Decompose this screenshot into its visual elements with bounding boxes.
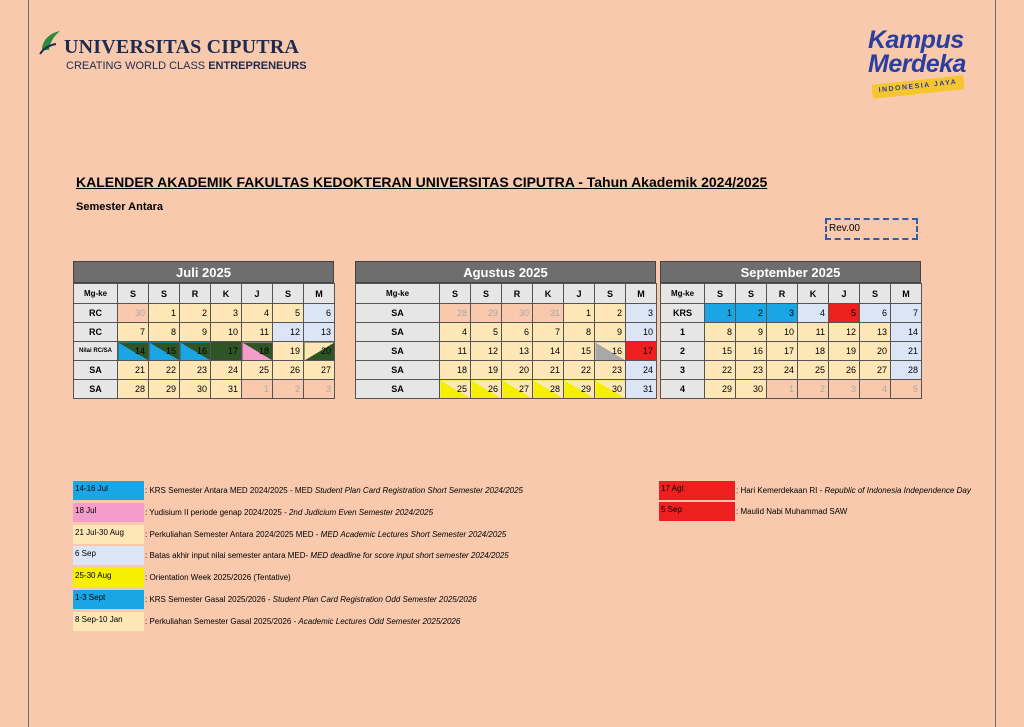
day-cell: 19 — [471, 361, 502, 380]
weekday-header: M — [626, 284, 657, 304]
calendar-week-row — [356, 342, 657, 361]
week-label: SA — [356, 361, 440, 380]
weekday-header: S — [471, 284, 502, 304]
day-cell: 18 — [242, 342, 273, 361]
day-cell: 14 — [533, 342, 564, 361]
legend-item — [73, 568, 553, 587]
day-cell: 21 — [891, 342, 922, 361]
day-cell: 29 — [564, 380, 595, 399]
day-cell: 9 — [180, 323, 211, 342]
day-cell: 5 — [829, 304, 860, 323]
day-cell: 26 — [471, 380, 502, 399]
day-cell: 3 — [304, 380, 335, 399]
legend-text: : Hari Kemerdekaan RI - Republic of Indonesia Independence Day — [736, 486, 971, 495]
day-cell: 2 — [273, 380, 304, 399]
legend-swatch: 17 Agt — [659, 481, 735, 500]
day-cell: 20 — [304, 342, 335, 361]
ciputra-leaf-icon — [38, 28, 62, 58]
calendar-week-row — [74, 304, 335, 323]
day-cell: 18 — [440, 361, 471, 380]
day-cell: 8 — [564, 323, 595, 342]
day-cell: 24 — [626, 361, 657, 380]
day-cell: 15 — [149, 342, 180, 361]
day-cell: 25 — [242, 361, 273, 380]
km-line2: Merdeka — [868, 50, 966, 78]
legend-item — [73, 503, 553, 522]
weekday-header: S — [595, 284, 626, 304]
legend-item — [73, 590, 553, 609]
day-cell: 29 — [471, 304, 502, 323]
day-cell: 13 — [502, 342, 533, 361]
week-label: RC — [74, 304, 118, 323]
day-cell: 5 — [471, 323, 502, 342]
day-cell: 5 — [891, 380, 922, 399]
km-band: INDONESIA JAYA — [872, 75, 965, 99]
legend-text: : KRS Semester Gasal 2025/2026 - Student Plan Card Registration Odd Semester 2025/2026 — [145, 595, 477, 604]
day-cell: 7 — [118, 323, 149, 342]
weekday-header: Mg-ke — [74, 284, 118, 304]
km-line1: Kampus — [868, 26, 964, 54]
day-cell: 27 — [304, 361, 335, 380]
legend-item — [73, 525, 553, 544]
day-cell: 10 — [767, 323, 798, 342]
revision-box: Rev.00 — [825, 218, 918, 240]
calendar-week-row — [661, 380, 922, 399]
day-cell: 28 — [891, 361, 922, 380]
day-cell: 2 — [736, 304, 767, 323]
day-cell: 4 — [440, 323, 471, 342]
day-cell: 1 — [767, 380, 798, 399]
weekday-header: S — [440, 284, 471, 304]
day-cell: 30 — [180, 380, 211, 399]
calendar-week-row — [74, 342, 335, 361]
day-cell: 28 — [118, 380, 149, 399]
weekday-header: J — [829, 284, 860, 304]
week-label: SA — [356, 323, 440, 342]
day-cell: 28 — [440, 304, 471, 323]
day-cell: 31 — [211, 380, 242, 399]
day-cell: 10 — [626, 323, 657, 342]
day-cell: 29 — [149, 380, 180, 399]
weekday-header: S — [736, 284, 767, 304]
weekday-header: J — [242, 284, 273, 304]
legend-swatch: 18 Jul — [73, 503, 144, 522]
legend-text: : Perkuliahan Semester Gasal 2025/2026 - Academic Lectures Odd Semester 2025/2026 — [145, 616, 461, 626]
day-cell: 11 — [798, 323, 829, 342]
weekday-header: R — [502, 284, 533, 304]
weekday-header: M — [891, 284, 922, 304]
legend-item — [659, 481, 1024, 500]
day-cell: 9 — [736, 323, 767, 342]
page-title: KALENDER AKADEMIK FAKULTAS KEDOKTERAN UNIVERSITAS CIPUTRA - Tahun Akademik 2024/2025 — [76, 174, 768, 190]
day-cell: 15 — [705, 342, 736, 361]
day-cell: 4 — [242, 304, 273, 323]
calendar-week-row — [74, 380, 335, 399]
day-cell: 5 — [273, 304, 304, 323]
day-cell: 3 — [767, 304, 798, 323]
weekday-header: M — [304, 284, 335, 304]
day-cell: 17 — [211, 342, 242, 361]
day-cell: 6 — [304, 304, 335, 323]
day-cell: 2 — [595, 304, 626, 323]
day-cell: 20 — [860, 342, 891, 361]
day-cell: 25 — [440, 380, 471, 399]
day-cell: 11 — [440, 342, 471, 361]
weekday-header: S — [118, 284, 149, 304]
week-label: KRS — [661, 304, 705, 323]
legend-item — [73, 546, 553, 565]
day-cell: 16 — [180, 342, 211, 361]
week-label: SA — [356, 342, 440, 361]
weekday-header: K — [798, 284, 829, 304]
calendar-table — [660, 283, 922, 399]
day-cell: 19 — [273, 342, 304, 361]
weekday-header: J — [564, 284, 595, 304]
day-cell: 15 — [564, 342, 595, 361]
kampus-merdeka-logo — [862, 28, 972, 104]
day-cell: 14 — [891, 323, 922, 342]
calendar-month-title: Agustus 2025 — [355, 261, 656, 283]
calendar-week-row — [661, 342, 922, 361]
week-label: SA — [356, 380, 440, 399]
week-label: SA — [74, 380, 118, 399]
weekday-header: Mg-ke — [661, 284, 705, 304]
calendar-agustus-2025 — [355, 261, 657, 399]
day-cell: 10 — [211, 323, 242, 342]
day-cell: 1 — [149, 304, 180, 323]
calendar-week-row — [661, 304, 922, 323]
day-cell: 1 — [564, 304, 595, 323]
legend-item — [73, 612, 553, 631]
weekday-header: S — [860, 284, 891, 304]
day-cell: 23 — [736, 361, 767, 380]
day-cell: 31 — [533, 304, 564, 323]
day-cell: 17 — [626, 342, 657, 361]
day-cell: 18 — [798, 342, 829, 361]
legend-swatch: 1-3 Sept — [73, 590, 144, 609]
weekday-header: S — [149, 284, 180, 304]
calendar-week-row — [661, 323, 922, 342]
day-cell: 11 — [242, 323, 273, 342]
day-cell: 13 — [860, 323, 891, 342]
calendar-month-title: September 2025 — [660, 261, 921, 283]
legend-swatch: 5 Sep — [659, 502, 735, 521]
day-cell: 6 — [860, 304, 891, 323]
university-name: UNIVERSITAS CIPUTRA — [64, 36, 300, 58]
calendar-table — [73, 283, 335, 399]
day-cell: 26 — [273, 361, 304, 380]
day-cell: 22 — [564, 361, 595, 380]
day-cell: 22 — [149, 361, 180, 380]
week-label: 1 — [661, 323, 705, 342]
weekday-header: R — [180, 284, 211, 304]
day-cell: 27 — [860, 361, 891, 380]
calendar-week-row — [356, 304, 657, 323]
day-cell: 23 — [595, 361, 626, 380]
legend-swatch: 6 Sep — [73, 546, 144, 565]
day-cell: 17 — [767, 342, 798, 361]
calendar-week-row — [356, 380, 657, 399]
day-cell: 30 — [736, 380, 767, 399]
day-cell: 16 — [595, 342, 626, 361]
day-cell: 7 — [533, 323, 564, 342]
weekday-header: S — [705, 284, 736, 304]
legend-swatch: 14-16 Jul — [73, 481, 144, 500]
day-cell: 24 — [767, 361, 798, 380]
legend-item — [659, 502, 1024, 521]
university-tagline: CREATING WORLD CLASS ENTREPRENEURS — [66, 60, 307, 72]
day-cell: 6 — [502, 323, 533, 342]
day-cell: 26 — [829, 361, 860, 380]
day-cell: 7 — [891, 304, 922, 323]
day-cell: 1 — [705, 304, 736, 323]
day-cell: 24 — [211, 361, 242, 380]
day-cell: 16 — [736, 342, 767, 361]
day-cell: 13 — [304, 323, 335, 342]
day-cell: 1 — [242, 380, 273, 399]
day-cell: 29 — [705, 380, 736, 399]
day-cell: 9 — [595, 323, 626, 342]
day-cell: 4 — [860, 380, 891, 399]
day-cell: 3 — [829, 380, 860, 399]
day-cell: 14 — [118, 342, 149, 361]
day-cell: 21 — [533, 361, 564, 380]
legend-text: : Orientation Week 2025/2026 (Tentative) — [145, 573, 291, 583]
day-cell: 25 — [798, 361, 829, 380]
legend-text: : Maulid Nabi Muhammad SAW — [736, 507, 848, 516]
day-cell: 28 — [533, 380, 564, 399]
weekday-header: K — [533, 284, 564, 304]
legend-item — [73, 481, 553, 500]
legend-text: : Perkuliahan Semester Antara 2024/2025 MED - MED Academic Lectures Short Semester 2024/2025 — [145, 529, 507, 539]
day-cell: 23 — [180, 361, 211, 380]
universitas-ciputra-logo — [38, 28, 307, 76]
calendar-table — [355, 283, 657, 399]
day-cell: 8 — [149, 323, 180, 342]
legend-swatch: 8 Sep-10 Jan — [73, 612, 144, 631]
day-cell: 3 — [211, 304, 242, 323]
legend-swatch: 21 Jul-30 Aug — [73, 525, 144, 544]
day-cell: 31 — [626, 380, 657, 399]
day-cell: 12 — [829, 323, 860, 342]
day-cell: 12 — [273, 323, 304, 342]
calendar-week-row — [74, 323, 335, 342]
week-label: RC — [74, 323, 118, 342]
weekday-header: S — [273, 284, 304, 304]
legend-text: : Batas akhir input nilai semester antara MED- MED deadline for score input short semester 2024/2025 — [145, 551, 509, 561]
day-cell: 27 — [502, 380, 533, 399]
legend-swatch: 25-30 Aug — [73, 568, 144, 587]
calendar-week-row — [356, 361, 657, 380]
week-label: 3 — [661, 361, 705, 380]
calendar-week-row — [661, 361, 922, 380]
day-cell: 2 — [798, 380, 829, 399]
week-label: 2 — [661, 342, 705, 361]
day-cell: 19 — [829, 342, 860, 361]
day-cell: 30 — [118, 304, 149, 323]
day-cell: 4 — [798, 304, 829, 323]
calendar-month-title: Juli 2025 — [73, 261, 334, 283]
week-label: 4 — [661, 380, 705, 399]
calendar-week-row — [74, 361, 335, 380]
day-cell: 30 — [595, 380, 626, 399]
legend-text: : KRS Semester Antara MED 2024/2025 - MED Student Plan Card Registration Short Semester 2024/2025 — [145, 486, 523, 495]
week-label: SA — [74, 361, 118, 380]
day-cell: 22 — [705, 361, 736, 380]
weekday-header: Mg-ke — [356, 284, 440, 304]
day-cell: 20 — [502, 361, 533, 380]
page-subtitle: Semester Antara — [76, 201, 164, 213]
legend-text: : Yudisium II periode genap 2024/2025 - 2nd Judicium Even Semester 2024/2025 — [145, 507, 434, 517]
weekday-header: R — [767, 284, 798, 304]
calendar-juli-2025 — [73, 261, 335, 399]
day-cell: 21 — [118, 361, 149, 380]
calendar-september-2025 — [660, 261, 922, 399]
calendar-week-row — [356, 323, 657, 342]
day-cell: 30 — [502, 304, 533, 323]
day-cell: 8 — [705, 323, 736, 342]
day-cell: 3 — [626, 304, 657, 323]
day-cell: 12 — [471, 342, 502, 361]
week-label: Nilai RC/SA — [74, 342, 118, 361]
weekday-header: K — [211, 284, 242, 304]
day-cell: 2 — [180, 304, 211, 323]
week-label: SA — [356, 304, 440, 323]
